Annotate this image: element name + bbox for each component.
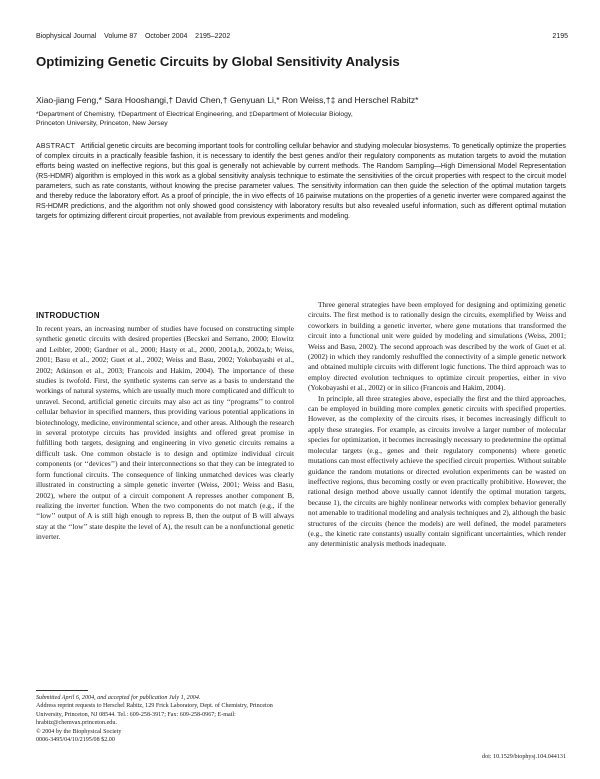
body-paragraph: Three general strategies have been employed for designing and optimizing genetic circuits. The first method is to rationally design the circuits, exemplified by Weiss and coworkers in building a genetic inverter, where gene mutations that transformed the circuit into a functional unit were guided by modeling and simulations (Weiss, 2001; Weiss and Basu, 2002). The second approach was described by the work of Guet et al. (2002) in which they randomly reshuffled the connectivity of a simple genetic network and obtained multiple circuits with different logic functions. The third approach was to employ directed evolution techniques to optimize circuit properties, either in vivo (Yokobayashi et al., 2002) or in silico (Francois and Hakim, 2004). <box>308 300 566 393</box>
journal-date: October 2004 <box>144 33 188 40</box>
footnote-divider <box>36 690 88 691</box>
right-column <box>308 300 566 550</box>
doi-link[interactable]: doi: 10.1529/biophysj.104.044131 <box>482 754 566 760</box>
journal-pages: 2195–2202 <box>195 33 231 40</box>
copyright-notice: © 2004 by the Biophysical Society <box>36 728 122 735</box>
abstract <box>36 142 566 222</box>
paper-title: Optimizing Genetic Circuits by Global Sensitivity Analysis <box>36 54 400 69</box>
left-column <box>36 324 294 543</box>
affiliation-line: Princeton University, Princeton, New Jersey <box>36 120 168 127</box>
issn-line: 0006-3495/04/10/2195/08 $2.00 <box>36 737 115 744</box>
journal-name: Biophysical Journal <box>36 33 97 40</box>
section-heading-introduction: INTRODUCTION <box>36 311 100 320</box>
footnotes <box>36 694 294 744</box>
author-list: Xiao-jiang Feng,* Sara Hooshangi,† David Chen,† Genyuan Li,* Ron Weiss,†‡ and Herschel Rabitz* <box>36 95 419 105</box>
affiliations <box>36 110 566 128</box>
submission-dates: Submitted April 6, 2004, and accepted for publication July 1, 2004. <box>36 695 201 701</box>
body-paragraph: In principle, all three strategies above, especially the first and the third approaches, can be employed in building more complex genetic circuits with specified properties. However, as the complexity of the circuits rises, it becomes increasingly difficult to apply these strategies. For example, as circuits involve a larger number of molecular species for optimization, it becomes increasingly necessary to predetermine the optimal molecular targets (e.g., genes and their regulatory components) where genetic mutations can most effectively achieve the specified circuit properties. Without suitable guidance the random mutations or directed evolution experiments can be wasted on ineffective regions, thus becoming costly or even practically prohibitive. However, the rational design method above usually cannot identify the optimal mutation targets, because 1), the circuits are highly nonlinear networks with complex behavior generally not amenable to traditional modeling and analysis techniques and 2), although the basic structures of the circuits (hence the models) are well defined, the model parameters (e.g., the kinetic rate constants) usually contain significant uncertainties, which render any deterministic analysis methods inadequate. <box>308 393 566 549</box>
correspondence-address: Address reprint requests to Herschel Rabitz, 129 Frick Laboratory, Dept. of Chemistry, Princeton University, Princeton, NJ 08544. Tel.: 609-258-3917; Fax: 609-258-0967; E-mail: hrabitz@chemvax.princeton.edu. <box>36 703 273 727</box>
page-number: 2195 <box>552 33 568 40</box>
abstract-text: Artificial genetic circuits are becoming important tools for controlling cellular behavior and studying molecular biosystems. To genetically optimize the properties of complex circuits in a practically feasible fashion, it is necessary to identify the best genes and/or their regulatory components as mutation targets to avoid the mutation efforts being wasted on ineffective regions, but this goal is generally not achievable by current methods. The Random Sampling—High Dimensional Model Representation (RS-HDMR) algorithm is employed in this work as a global sensitivity analysis technique to estimate the sensitivities of the circuit properties with respect to the circuit model parameters, such as rate constants, without knowing the precise parameter values. The sensitivity information can then guide the selection of the optimal mutation targets and thereby reduce the laboratory effort. As a proof of principle, the in vivo effects of 16 pairwise mutations on the properties of a genetic inverter were compared against the RS-HDMR predictions, and the algorithm not only showed good consistency with laboratory results but also revealed useful information, such as different optimal mutation targets for optimizing different circuit properties, not available from previous experiments and modeling. <box>36 143 566 221</box>
body-paragraph: In recent years, an increasing number of studies have focused on constructing simple synthetic genetic circuits with desired properties (Becskei and Serrano, 2000; Elowitz and Leibler, 2000; Gardner et al., 2000; Hasty et al., 2000, 2001a,b, 2002a,b; Weiss, 2001; Basu et al., 2002; Guet et al., 2002; Weiss and Basu, 2002; Yokobayashi et al., 2002; Atkinson et al., 2003; Francois and Hakim, 2004). The importance of these studies is twofold. First, the synthetic systems can serve as a basis to understand the workings of natural systems, which are usually much more complicated and difficult to unravel. Second, artificial genetic circuits may also act as tiny ‘‘programs’’ to control cellular behavior in specified manners, thus providing various potential applications in biotechnology, medicine, environmental science, and other areas. Although the research in several prototype circuits has provided insights and offered great promise in fulfilling both targets, designing and engineering in vivo genetic circuits remains a difficult task. One common obstacle is to design and optimize individual circuit components (or ‘‘devices’’) and their interconnections so that they can be integrated to form functional circuits. The consequence of linking unmatched devices was clearly illustrated in constructing a simple genetic inverter (Weiss, 2001; Weiss and Basu, 2002), where the output of a circuit component A represses another component B, realizing the inverter function. When the two components do not match (e.g., if the ‘‘low’’ output of A is still high enough to repress B, then the output of B will always stay at the ‘‘low’’ state despite the level of A), the result can be a nonfunctional genetic inverter. <box>36 324 294 542</box>
abstract-label: ABSTRACT <box>36 143 76 150</box>
journal-volume: Volume 87 <box>104 33 138 40</box>
running-head <box>36 33 568 40</box>
affiliation-line: *Department of Chemistry, †Department of Electrical Engineering, and ‡Department of Molecular Biology, <box>36 111 353 118</box>
